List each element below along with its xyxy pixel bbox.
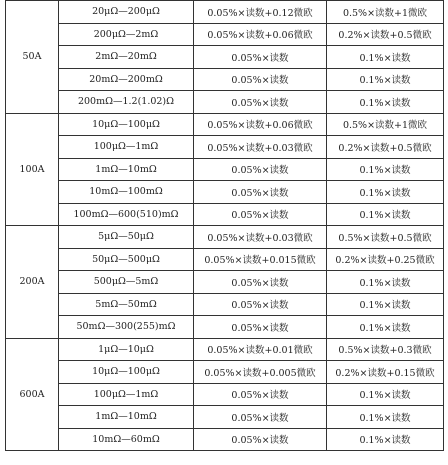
range-cell: 10mΩ—60mΩ (59, 428, 194, 451)
range-cell: 20μΩ—200μΩ (59, 1, 194, 24)
range-cell: 100mΩ—600(510)mΩ (59, 203, 194, 226)
table-row (6, 428, 444, 451)
range-cell: 50mΩ—300(255)mΩ (59, 316, 194, 339)
table-row (6, 248, 444, 271)
range-cell: 10μΩ—100μΩ (59, 113, 194, 136)
tolerance-cell: 0.1%×读数 (327, 406, 444, 429)
range-cell: 200μΩ—2mΩ (59, 23, 194, 46)
accuracy-cell: 0.05%×读数+0.01微欧 (194, 338, 327, 361)
accuracy-cell: 0.05%×读数+0.06微欧 (194, 23, 327, 46)
tolerance-cell: 0.2%×读数+0.15微欧 (327, 361, 444, 384)
tolerance-cell: 0.5%×读数+1微欧 (327, 1, 444, 24)
table-row (6, 46, 444, 69)
table-row (6, 136, 444, 159)
range-cell: 20mΩ—200mΩ (59, 68, 194, 91)
tolerance-cell: 0.1%×读数 (327, 158, 444, 181)
current-cell: 50A (6, 1, 59, 114)
range-cell: 5mΩ—50mΩ (59, 293, 194, 316)
accuracy-cell: 0.05%×读数 (194, 293, 327, 316)
range-cell: 2mΩ—20mΩ (59, 46, 194, 69)
accuracy-cell: 0.05%×读数+0.015微欧 (194, 248, 327, 271)
spec-table (5, 0, 444, 451)
accuracy-cell: 0.05%×读数 (194, 91, 327, 114)
tolerance-cell: 0.1%×读数 (327, 293, 444, 316)
tolerance-cell: 0.2%×读数+0.5微欧 (327, 136, 444, 159)
accuracy-cell: 0.05%×读数 (194, 383, 327, 406)
tolerance-cell: 0.1%×读数 (327, 91, 444, 114)
accuracy-cell: 0.05%×读数 (194, 406, 327, 429)
table-row (6, 91, 444, 114)
table-row (6, 316, 444, 339)
table-row (6, 383, 444, 406)
range-cell: 10mΩ—100mΩ (59, 181, 194, 204)
tolerance-cell: 0.1%×读数 (327, 203, 444, 226)
range-cell: 200mΩ—1.2(1.02)Ω (59, 91, 194, 114)
table-row (6, 158, 444, 181)
tolerance-cell: 0.1%×读数 (327, 46, 444, 69)
tolerance-cell: 0.1%×读数 (327, 316, 444, 339)
tolerance-cell: 0.5%×读数+0.3微欧 (327, 338, 444, 361)
table-row (6, 203, 444, 226)
table-row (6, 181, 444, 204)
accuracy-cell: 0.05%×读数 (194, 68, 327, 91)
table-row (6, 293, 444, 316)
accuracy-cell: 0.05%×读数+0.03微欧 (194, 226, 327, 249)
spec-table-body (6, 1, 444, 451)
accuracy-cell: 0.05%×读数 (194, 158, 327, 181)
accuracy-cell: 0.05%×读数 (194, 428, 327, 451)
table-row (6, 361, 444, 384)
tolerance-cell: 0.1%×读数 (327, 428, 444, 451)
range-cell: 500μΩ—5mΩ (59, 271, 194, 294)
tolerance-cell: 0.5%×读数+1微欧 (327, 113, 444, 136)
table-row (6, 271, 444, 294)
table-row (6, 406, 444, 429)
tolerance-cell: 0.1%×读数 (327, 383, 444, 406)
table-row (6, 1, 444, 24)
accuracy-cell: 0.05%×读数 (194, 316, 327, 339)
accuracy-cell: 0.05%×读数 (194, 46, 327, 69)
table-row (6, 23, 444, 46)
range-cell: 100μΩ—1mΩ (59, 383, 194, 406)
range-cell: 10μΩ—100μΩ (59, 361, 194, 384)
accuracy-cell: 0.05%×读数 (194, 203, 327, 226)
tolerance-cell: 0.1%×读数 (327, 68, 444, 91)
accuracy-cell: 0.05%×读数+0.03微欧 (194, 136, 327, 159)
range-cell: 1μΩ—10μΩ (59, 338, 194, 361)
accuracy-cell: 0.05%×读数 (194, 271, 327, 294)
table-row (6, 338, 444, 361)
range-cell: 5μΩ—50μΩ (59, 226, 194, 249)
range-cell: 1mΩ—10mΩ (59, 158, 194, 181)
tolerance-cell: 0.2%×读数+0.5微欧 (327, 23, 444, 46)
accuracy-cell: 0.05%×读数 (194, 181, 327, 204)
table-row (6, 113, 444, 136)
range-cell: 1mΩ—10mΩ (59, 406, 194, 429)
tolerance-cell: 0.1%×读数 (327, 181, 444, 204)
range-cell: 100μΩ—1mΩ (59, 136, 194, 159)
tolerance-cell: 0.2%×读数+0.25微欧 (327, 248, 444, 271)
tolerance-cell: 0.1%×读数 (327, 271, 444, 294)
current-cell: 200A (6, 226, 59, 339)
current-cell: 100A (6, 113, 59, 226)
tolerance-cell: 0.5%×读数+0.5微欧 (327, 226, 444, 249)
current-cell: 600A (6, 338, 59, 451)
accuracy-cell: 0.05%×读数+0.005微欧 (194, 361, 327, 384)
accuracy-cell: 0.05%×读数+0.06微欧 (194, 113, 327, 136)
range-cell: 50μΩ—500μΩ (59, 248, 194, 271)
table-row (6, 68, 444, 91)
accuracy-cell: 0.05%×读数+0.12微欧 (194, 1, 327, 24)
table-row (6, 226, 444, 249)
